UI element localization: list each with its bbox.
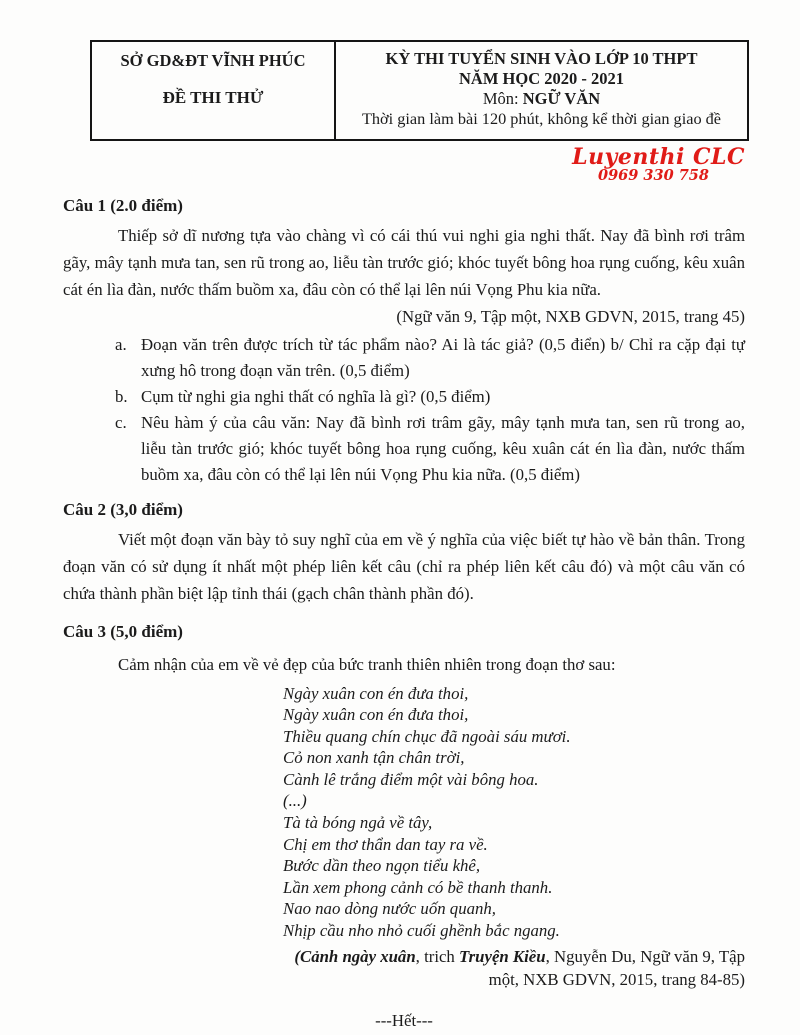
poem-line: Lần xem phong cảnh có bề thanh thanh. <box>283 877 553 897</box>
subquestion-c-text: Nêu hàm ý của câu văn: Nay đã bình rơi trâm gãy, mây tạnh mưa tan, sen rũ trong ao, liễu tàn trước gió; khóc tuyết bông hoa rụng cuống, kêu xuân cát én lìa đàn, nước thấm buồm xa, đâu còn có thể lại lên núi Vọng Phu kia nữa. (0,5 điểm) <box>141 412 745 484</box>
subquestion-c <box>115 410 745 488</box>
poem-line: Cành lê trắng điểm một vài bông hoa. <box>283 769 539 789</box>
subquestion-b-marker: b. <box>115 386 128 406</box>
subject-prefix: Môn: <box>482 89 523 108</box>
logo-block <box>63 146 745 184</box>
question1-heading: Câu 1 (2.0 điểm) <box>63 195 183 215</box>
poem-line: Tà tà bóng ngả về tây, <box>283 813 433 833</box>
poem-line: Chị em thơ thẩn dan tay ra về. <box>283 834 488 854</box>
poem-line: Bước dần theo ngọn tiểu khê, <box>283 856 481 876</box>
exam-type-label: ĐỀ THI THỬ <box>162 88 264 107</box>
poem-block <box>283 683 745 942</box>
subquestion-a-text: Đoạn văn trên được trích từ tác phẩm nào? Ai là tác giả? (0,5 điển) b/ Chỉ ra cặp đại tự xưng hô trong đoạn văn trên. (0,5 điểm) <box>141 334 745 380</box>
exam-subject-line <box>342 89 741 109</box>
exam-title-line1: KỲ THI TUYỂN SINH VÀO LỚP 10 THPT <box>385 49 698 68</box>
question3-citation <box>265 945 745 991</box>
subquestion-c-marker: c. <box>115 412 127 432</box>
citation-work-title: (Cảnh ngày xuân <box>294 946 416 966</box>
subject-name: NGỮ VĂN <box>522 89 601 108</box>
citation-mid: , trich <box>415 946 460 966</box>
question3-heading: Câu 3 (5,0 điểm) <box>63 621 183 641</box>
subquestion-b-text: Cụm từ nghi gia nghi thất có nghĩa là gì? (0,5 điểm) <box>141 386 491 406</box>
poem-line: Cỏ non xanh tận chân trời, <box>283 748 465 768</box>
citation-tail: , Nguyễn Du, Ngữ văn 9, Tập một, NXB GDVN, 2015, trang 84-85) <box>488 946 745 989</box>
exam-title-line2: NĂM HỌC 2020 - 2021 <box>459 69 624 88</box>
poem-line: Thiều quang chín chục đã ngoài sáu mươi. <box>283 726 571 746</box>
question1-passage: Thiếp sở dĩ nương tựa vào chàng vì có cái thú vui nghi gia nghi thất. Nay đã bình rơi trâm gãy, mây tạnh mưa tan, sen rũ trong ao, liễu tàn trước gió; khóc tuyết bông hoa rụng cuống, kêu xuân cát én lìa đàn, nước thấm buồm xa, đâu còn có thể lại lên núi Vọng Phu kia nữa. <box>63 225 745 299</box>
logo-text: Luyenthi CLC <box>572 144 745 170</box>
department-name: SỞ GD&ĐT VĨNH PHÚC <box>120 51 306 70</box>
header-cell-right <box>336 42 747 139</box>
subquestion-a <box>115 332 745 384</box>
poem-line: Nao nao dòng nước uốn quanh, <box>283 899 496 919</box>
question3-intro: Cảm nhận của em về vẻ đẹp của bức tranh thiên nhiên trong đoạn thơ sau: <box>118 654 616 674</box>
poem-line: Nhịp cầu nho nhỏ cuối ghềnh bắc ngang. <box>283 921 560 941</box>
citation-source-title: Truyện Kiều <box>459 946 546 966</box>
header-cell-left <box>92 42 336 139</box>
end-of-exam-mark: ---Hết--- <box>375 1010 433 1030</box>
poem-line: (...) <box>283 791 307 811</box>
exam-duration: Thời gian làm bài 120 phút, không kể thời gian giao đề <box>361 109 722 128</box>
subquestion-b <box>115 384 745 410</box>
logo-phone-number: 0969 330 758 <box>598 167 709 184</box>
header-table <box>90 40 749 141</box>
question2-heading: Câu 2 (3,0 điểm) <box>63 499 183 519</box>
poem-line: Ngày xuân con én đưa thoi, <box>283 705 469 725</box>
question1-citation: (Ngữ văn 9, Tập một, NXB GDVN, 2015, trang 45) <box>396 306 745 326</box>
question1-subquestions <box>63 332 745 488</box>
poem-line: Ngày xuân con én đưa thoi, <box>283 683 469 703</box>
subquestion-a-marker: a. <box>115 334 127 354</box>
question2-text: Viết một đoạn văn bày tỏ suy nghĩ của em về ý nghĩa của việc biết tự hào về bản thân. Trong đoạn văn có sử dụng ít nhất một phép liên kết câu (chỉ ra phép liên kết câu đó) và một câu văn có chứa thành phần biệt lập tỉnh thái (gạch chân thành phần đó). <box>63 529 745 603</box>
